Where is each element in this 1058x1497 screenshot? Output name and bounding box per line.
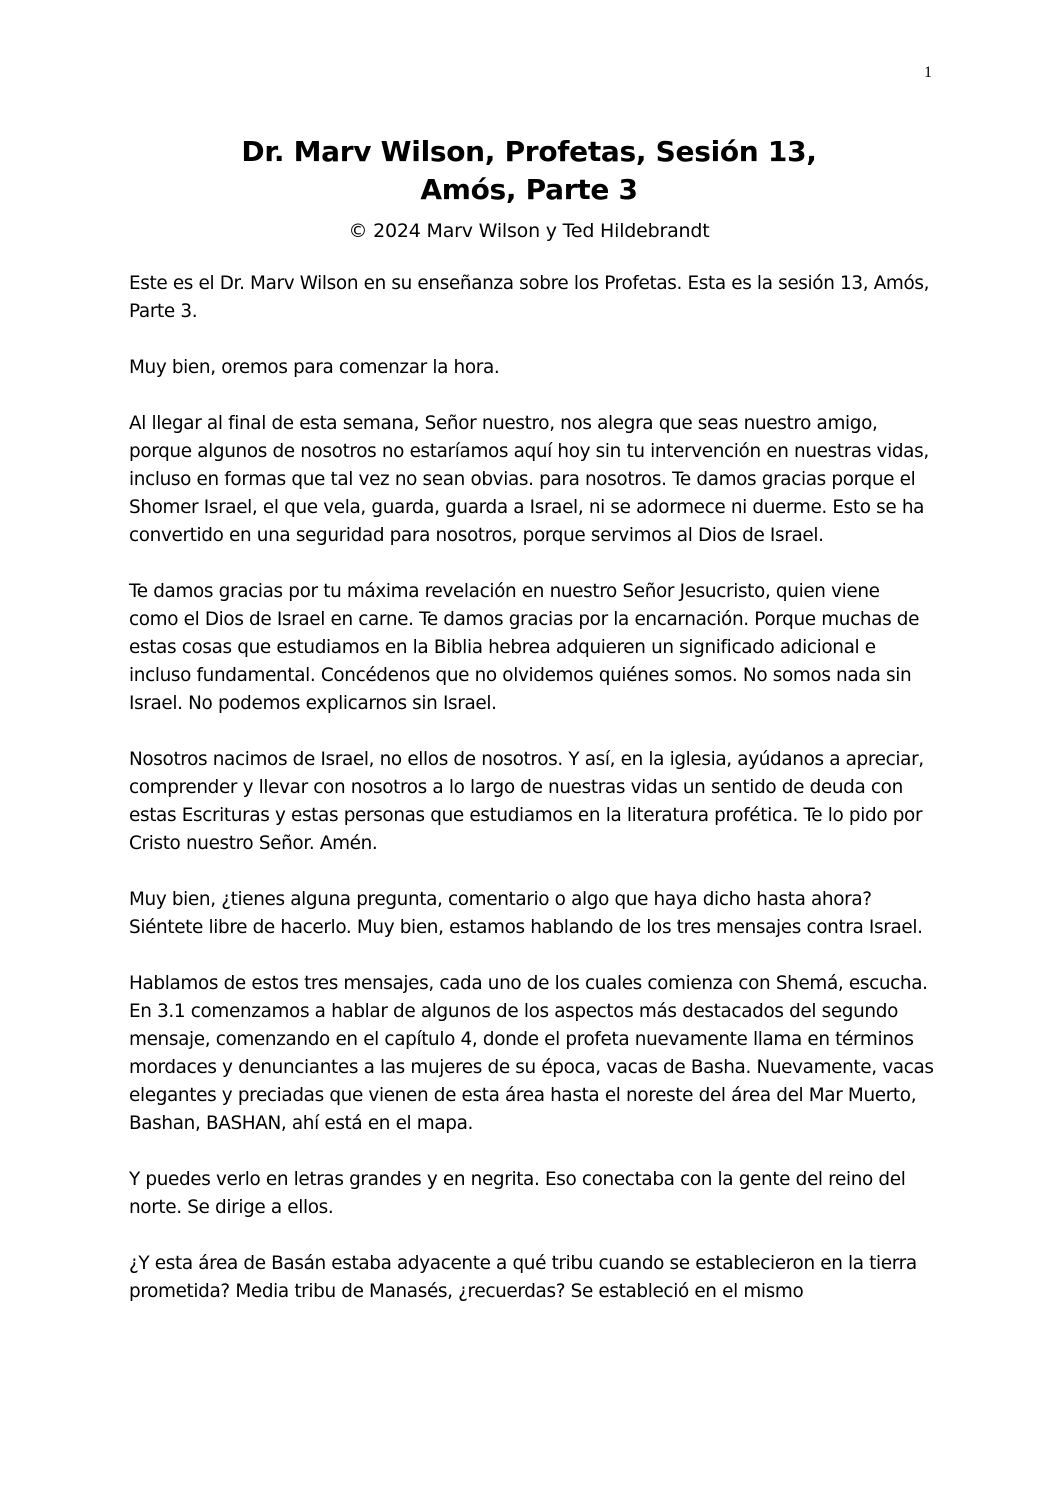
document-body [129, 270, 934, 1334]
paragraph: Muy bien, oremos para comenzar la hora. [129, 357, 500, 378]
paragraph: Hablamos de estos tres mensajes, cada uno de los cuales comienza con Shemá, escucha. En 3.1 comenzamos a hablar de algunos de los aspectos más destacados del segundo mensaje, comenzando en el capítulo 4, donde el profeta nuevamente llama en términos mordaces y denunciantes a las mujeres de su época, vacas de Basha. Nuevamente, vacas elegantes y preciadas que vienen de esta área hasta el noreste del área del Mar Muerto, Bashan, BASHAN, ahí está en el mapa. [129, 973, 934, 1134]
page-number: 1 [924, 64, 932, 81]
title-line-2: Amós, Parte 3 [420, 173, 638, 206]
paragraph: Te damos gracias por tu máxima revelación en nuestro Señor Jesucristo, quien viene como el Dios de Israel en carne. Te damos gracias por la encarnación. Porque muchas de estas cosas que estudiamos en la Biblia hebrea adquieren un significado adicional e incluso fundamental. Concédenos que no olvidemos quiénes somos. No somos nada sin Israel. No podemos explicarnos sin Israel. [129, 581, 920, 714]
document-title [0, 133, 1058, 209]
copyright-line: © 2024 Marv Wilson y Ted Hildebrandt [348, 220, 710, 242]
paragraph: Y puedes verlo en letras grandes y en negrita. Eso conectaba con la gente del reino del norte. Se dirige a ellos. [129, 1169, 906, 1218]
paragraph: ¿Y esta área de Basán estaba adyacente a qué tribu cuando se establecieron en la tierra prometida? Media tribu de Manasés, ¿recuerdas? Se estableció en el mismo [129, 1253, 917, 1302]
paragraph: Nosotros nacimos de Israel, no ellos de nosotros. Y así, en la iglesia, ayúdanos a apreciar, comprender y llevar con nosotros a lo largo de nuestras vidas un sentido de deuda con estas Escrituras y estas personas que estudiamos en la literatura profética. Te lo pido por Cristo nuestro Señor. Amén. [129, 749, 924, 854]
title-line-1: Dr. Marv Wilson, Profetas, Sesión 13, [241, 135, 817, 168]
paragraph: Este es el Dr. Marv Wilson en su enseñanza sobre los Profetas. Esta es la sesión 13, Amós, Parte 3. [129, 273, 930, 322]
paragraph: Al llegar al final de esta semana, Señor nuestro, nos alegra que seas nuestro amigo, porque algunos de nosotros no estaríamos aquí hoy sin tu intervención en nuestras vidas, incluso en formas que tal vez no sean obvias. para nosotros. Te damos gracias porque el Shomer Israel, el que vela, guarda, guarda a Israel, ni se adormece ni duerme. Esto se ha convertido en una seguridad para nosotros, porque servimos al Dios de Israel. [129, 413, 929, 546]
paragraph: Muy bien, ¿tienes alguna pregunta, comentario o algo que haya dicho hasta ahora? Siéntete libre de hacerlo. Muy bien, estamos hablando de los tres mensajes contra Israel. [129, 889, 923, 938]
